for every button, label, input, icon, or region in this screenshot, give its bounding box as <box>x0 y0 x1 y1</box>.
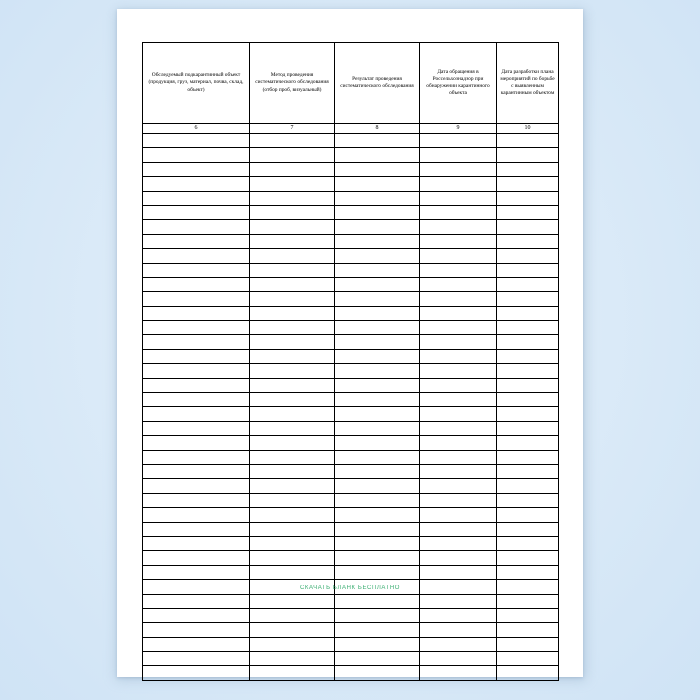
table-cell[interactable] <box>497 393 559 407</box>
table-cell[interactable] <box>497 205 559 219</box>
table-cell[interactable] <box>143 464 250 478</box>
table-cell[interactable] <box>335 191 420 205</box>
table-row[interactable] <box>143 177 559 191</box>
table-cell[interactable] <box>497 508 559 522</box>
table-cell[interactable] <box>420 421 497 435</box>
table-cell[interactable] <box>335 364 420 378</box>
table-cell[interactable] <box>335 306 420 320</box>
table-cell[interactable] <box>250 623 335 637</box>
table-cell[interactable] <box>420 623 497 637</box>
table-row[interactable] <box>143 522 559 536</box>
table-cell[interactable] <box>420 378 497 392</box>
table-cell[interactable] <box>250 134 335 148</box>
column-number-9: 9 <box>420 124 497 134</box>
table-cell[interactable] <box>420 666 497 680</box>
table-cell[interactable] <box>143 565 250 579</box>
table-cell[interactable] <box>143 536 250 550</box>
table-cell[interactable] <box>335 493 420 507</box>
table-cell[interactable] <box>143 393 250 407</box>
table-cell[interactable] <box>250 191 335 205</box>
table-cell[interactable] <box>497 162 559 176</box>
table-cell[interactable] <box>420 637 497 651</box>
table-cell[interactable] <box>420 522 497 536</box>
table-cell[interactable] <box>335 551 420 565</box>
table-row[interactable] <box>143 191 559 205</box>
table-cell[interactable] <box>335 220 420 234</box>
table-cell[interactable] <box>143 652 250 666</box>
table-cell[interactable] <box>250 508 335 522</box>
table-cell[interactable] <box>335 393 420 407</box>
table-cell[interactable] <box>143 263 250 277</box>
table-cell[interactable] <box>497 637 559 651</box>
table-column-number-row <box>143 124 559 134</box>
table-cell[interactable] <box>143 378 250 392</box>
table-cell[interactable] <box>143 234 250 248</box>
column-header-inspected-object: Обследуемый подкарантинный объект (продукция, груз, материал, почва, склад, объект) <box>143 43 250 124</box>
table-cell[interactable] <box>497 608 559 622</box>
table-cell[interactable] <box>250 263 335 277</box>
table-cell[interactable] <box>497 450 559 464</box>
table-cell[interactable] <box>420 580 497 594</box>
table-row[interactable] <box>143 580 559 594</box>
column-header-inspection-result: Результат проведения систематического обследования <box>335 43 420 124</box>
table-row[interactable] <box>143 536 559 550</box>
table-cell[interactable] <box>143 493 250 507</box>
table-cell[interactable] <box>497 277 559 291</box>
table-cell[interactable] <box>250 536 335 550</box>
column-number-8: 8 <box>335 124 420 134</box>
table-row[interactable] <box>143 335 559 349</box>
table-row[interactable] <box>143 205 559 219</box>
table-row[interactable] <box>143 652 559 666</box>
column-header-plan-development-date: Дата разработки плана мероприятий по борьбе с выявленным карантинным объектом <box>497 43 559 124</box>
table-cell[interactable] <box>143 220 250 234</box>
column-number-6: 6 <box>143 124 250 134</box>
table-row[interactable] <box>143 450 559 464</box>
table-cell[interactable] <box>143 205 250 219</box>
table-cell[interactable] <box>143 249 250 263</box>
table-cell[interactable] <box>497 134 559 148</box>
table-cell[interactable] <box>420 479 497 493</box>
table-cell[interactable] <box>420 450 497 464</box>
table-cell[interactable] <box>335 421 420 435</box>
table-cell[interactable] <box>497 321 559 335</box>
table-row[interactable] <box>143 234 559 248</box>
table-cell[interactable] <box>250 148 335 162</box>
table-cell[interactable] <box>335 536 420 550</box>
table-cell[interactable] <box>250 565 335 579</box>
table-cell[interactable] <box>143 421 250 435</box>
table-cell[interactable] <box>143 277 250 291</box>
table-cell[interactable] <box>420 277 497 291</box>
table-cell[interactable] <box>143 608 250 622</box>
table-row[interactable] <box>143 493 559 507</box>
table-cell[interactable] <box>250 220 335 234</box>
table-cell[interactable] <box>335 321 420 335</box>
table-cell[interactable] <box>143 623 250 637</box>
table-row[interactable] <box>143 479 559 493</box>
table-cell[interactable] <box>335 580 420 594</box>
table-cell[interactable] <box>250 393 335 407</box>
table-cell[interactable] <box>250 594 335 608</box>
table-row[interactable] <box>143 349 559 363</box>
table-cell[interactable] <box>420 234 497 248</box>
table-cell[interactable] <box>250 493 335 507</box>
table-cell[interactable] <box>250 292 335 306</box>
table-row[interactable] <box>143 148 559 162</box>
table-cell[interactable] <box>420 220 497 234</box>
table-cell[interactable] <box>335 148 420 162</box>
table-cell[interactable] <box>250 349 335 363</box>
table-cell[interactable] <box>335 464 420 478</box>
table-row[interactable] <box>143 277 559 291</box>
table-cell[interactable] <box>497 536 559 550</box>
table-cell[interactable] <box>497 421 559 435</box>
table-cell[interactable] <box>335 479 420 493</box>
table-cell[interactable] <box>250 378 335 392</box>
table-cell[interactable] <box>497 335 559 349</box>
column-number-10: 10 <box>497 124 559 134</box>
table-cell[interactable] <box>420 364 497 378</box>
table-cell[interactable] <box>250 436 335 450</box>
table-cell[interactable] <box>420 565 497 579</box>
table-cell[interactable] <box>497 220 559 234</box>
column-number-7: 7 <box>250 124 335 134</box>
table-header-row <box>143 43 559 124</box>
table-cell[interactable] <box>250 234 335 248</box>
table-cell[interactable] <box>143 407 250 421</box>
table-cell[interactable] <box>420 335 497 349</box>
table-cell[interactable] <box>143 551 250 565</box>
table-cell[interactable] <box>143 148 250 162</box>
table-cell[interactable] <box>143 306 250 320</box>
table-cell[interactable] <box>143 522 250 536</box>
table-cell[interactable] <box>143 436 250 450</box>
table-cell[interactable] <box>335 292 420 306</box>
table-row[interactable] <box>143 464 559 478</box>
table-cell[interactable] <box>497 234 559 248</box>
table-cell[interactable] <box>497 364 559 378</box>
table-cell[interactable] <box>143 580 250 594</box>
table-cell[interactable] <box>420 652 497 666</box>
table-cell[interactable] <box>143 666 250 680</box>
table-cell[interactable] <box>420 436 497 450</box>
table-cell[interactable] <box>420 205 497 219</box>
table-cell[interactable] <box>143 191 250 205</box>
table-row[interactable] <box>143 134 559 148</box>
table-row[interactable] <box>143 551 559 565</box>
table-cell[interactable] <box>335 249 420 263</box>
table-cell[interactable] <box>335 177 420 191</box>
table-cell[interactable] <box>250 162 335 176</box>
table-cell[interactable] <box>497 306 559 320</box>
table-cell[interactable] <box>497 191 559 205</box>
table-cell[interactable] <box>335 652 420 666</box>
table-cell[interactable] <box>497 148 559 162</box>
table-cell[interactable] <box>420 191 497 205</box>
table-cell[interactable] <box>335 234 420 248</box>
table-cell[interactable] <box>335 378 420 392</box>
table-cell[interactable] <box>420 177 497 191</box>
table-row[interactable] <box>143 321 559 335</box>
table-cell[interactable] <box>497 479 559 493</box>
table-row[interactable] <box>143 220 559 234</box>
table-cell[interactable] <box>497 378 559 392</box>
table-cell[interactable] <box>250 205 335 219</box>
table-row[interactable] <box>143 292 559 306</box>
document-page <box>117 9 583 677</box>
table-row[interactable] <box>143 565 559 579</box>
table-cell[interactable] <box>420 349 497 363</box>
column-header-inspection-method: Метод проведения систематического обследования (отбор проб, визуальный) <box>250 43 335 124</box>
table-cell[interactable] <box>335 205 420 219</box>
table-cell[interactable] <box>335 666 420 680</box>
table-cell[interactable] <box>250 464 335 478</box>
table-cell[interactable] <box>143 637 250 651</box>
table-cell[interactable] <box>497 580 559 594</box>
table-cell[interactable] <box>497 522 559 536</box>
table-cell[interactable] <box>335 508 420 522</box>
watermark-text: СКАЧАТЬ БЛАНК БЕСПЛАТНО <box>299 585 401 591</box>
table-cell[interactable] <box>143 349 250 363</box>
table-row[interactable] <box>143 608 559 622</box>
table-cell[interactable] <box>335 134 420 148</box>
table-cell[interactable] <box>250 652 335 666</box>
table-cell[interactable] <box>143 479 250 493</box>
table-cell[interactable] <box>250 450 335 464</box>
table-cell[interactable] <box>250 479 335 493</box>
table-row[interactable] <box>143 306 559 320</box>
table-row[interactable] <box>143 421 559 435</box>
table-cell[interactable] <box>420 306 497 320</box>
table-body <box>143 134 559 681</box>
table-cell[interactable] <box>497 594 559 608</box>
table-cell[interactable] <box>420 162 497 176</box>
table-cell[interactable] <box>335 349 420 363</box>
table-cell[interactable] <box>250 637 335 651</box>
table-cell[interactable] <box>250 421 335 435</box>
table-cell[interactable] <box>143 450 250 464</box>
table-cell[interactable] <box>335 637 420 651</box>
table-cell[interactable] <box>335 277 420 291</box>
table-cell[interactable] <box>420 407 497 421</box>
table-cell[interactable] <box>420 263 497 277</box>
table-cell[interactable] <box>143 134 250 148</box>
table-cell[interactable] <box>335 407 420 421</box>
table-cell[interactable] <box>420 551 497 565</box>
table-cell[interactable] <box>143 594 250 608</box>
table-row[interactable] <box>143 637 559 651</box>
table-cell[interactable] <box>335 436 420 450</box>
table-row[interactable] <box>143 623 559 637</box>
quarantine-inspection-table <box>142 42 559 681</box>
table-cell[interactable] <box>497 407 559 421</box>
table-cell[interactable] <box>335 522 420 536</box>
table-cell[interactable] <box>250 666 335 680</box>
table-cell[interactable] <box>420 464 497 478</box>
table-cell[interactable] <box>250 321 335 335</box>
table-cell[interactable] <box>335 594 420 608</box>
table-cell[interactable] <box>497 436 559 450</box>
table-cell[interactable] <box>335 335 420 349</box>
table-cell[interactable] <box>497 249 559 263</box>
table-cell[interactable] <box>335 565 420 579</box>
table-row[interactable] <box>143 666 559 680</box>
table-cell[interactable] <box>420 594 497 608</box>
table-row[interactable] <box>143 364 559 378</box>
table-cell[interactable] <box>250 249 335 263</box>
table-row[interactable] <box>143 249 559 263</box>
table-row[interactable] <box>143 393 559 407</box>
table-cell[interactable] <box>420 508 497 522</box>
table-cell[interactable] <box>250 522 335 536</box>
table-cell[interactable] <box>497 666 559 680</box>
table-cell[interactable] <box>250 306 335 320</box>
table-cell[interactable] <box>497 493 559 507</box>
table-cell[interactable] <box>250 177 335 191</box>
table-cell[interactable] <box>420 608 497 622</box>
table-cell[interactable] <box>143 177 250 191</box>
table-cell[interactable] <box>420 249 497 263</box>
table-cell[interactable] <box>335 450 420 464</box>
table-cell[interactable] <box>420 493 497 507</box>
table-row[interactable] <box>143 263 559 277</box>
table-cell[interactable] <box>497 551 559 565</box>
table-cell[interactable] <box>335 608 420 622</box>
table-row[interactable] <box>143 436 559 450</box>
table-cell[interactable] <box>497 292 559 306</box>
table-cell[interactable] <box>143 335 250 349</box>
table-cell[interactable] <box>420 321 497 335</box>
table-cell[interactable] <box>335 162 420 176</box>
column-header-rosselhoznadzor-date: Дата обращения в Россельхознадзор при обнаружении карантинного объекта <box>420 43 497 124</box>
table-cell[interactable] <box>250 335 335 349</box>
table-cell[interactable] <box>250 277 335 291</box>
table-cell[interactable] <box>420 148 497 162</box>
table-row[interactable] <box>143 594 559 608</box>
table-cell[interactable] <box>143 364 250 378</box>
table-cell[interactable] <box>497 623 559 637</box>
table-cell[interactable] <box>497 177 559 191</box>
table-cell[interactable] <box>335 263 420 277</box>
table-cell[interactable] <box>497 263 559 277</box>
table-row[interactable] <box>143 162 559 176</box>
table-cell[interactable] <box>420 292 497 306</box>
table-cell[interactable] <box>143 508 250 522</box>
table-cell[interactable] <box>335 623 420 637</box>
table-cell[interactable] <box>420 134 497 148</box>
table-cell[interactable] <box>250 608 335 622</box>
table-row[interactable] <box>143 508 559 522</box>
table-cell[interactable] <box>250 407 335 421</box>
table-cell[interactable] <box>250 364 335 378</box>
table-cell[interactable] <box>250 580 335 594</box>
table-cell[interactable] <box>420 393 497 407</box>
table-cell[interactable] <box>497 349 559 363</box>
table-cell[interactable] <box>497 565 559 579</box>
table-row[interactable] <box>143 407 559 421</box>
table-cell[interactable] <box>497 652 559 666</box>
table-row[interactable] <box>143 378 559 392</box>
table-cell[interactable] <box>497 464 559 478</box>
table-cell[interactable] <box>420 536 497 550</box>
table-cell[interactable] <box>250 551 335 565</box>
table-cell[interactable] <box>143 162 250 176</box>
table-cell[interactable] <box>143 292 250 306</box>
table-cell[interactable] <box>143 321 250 335</box>
